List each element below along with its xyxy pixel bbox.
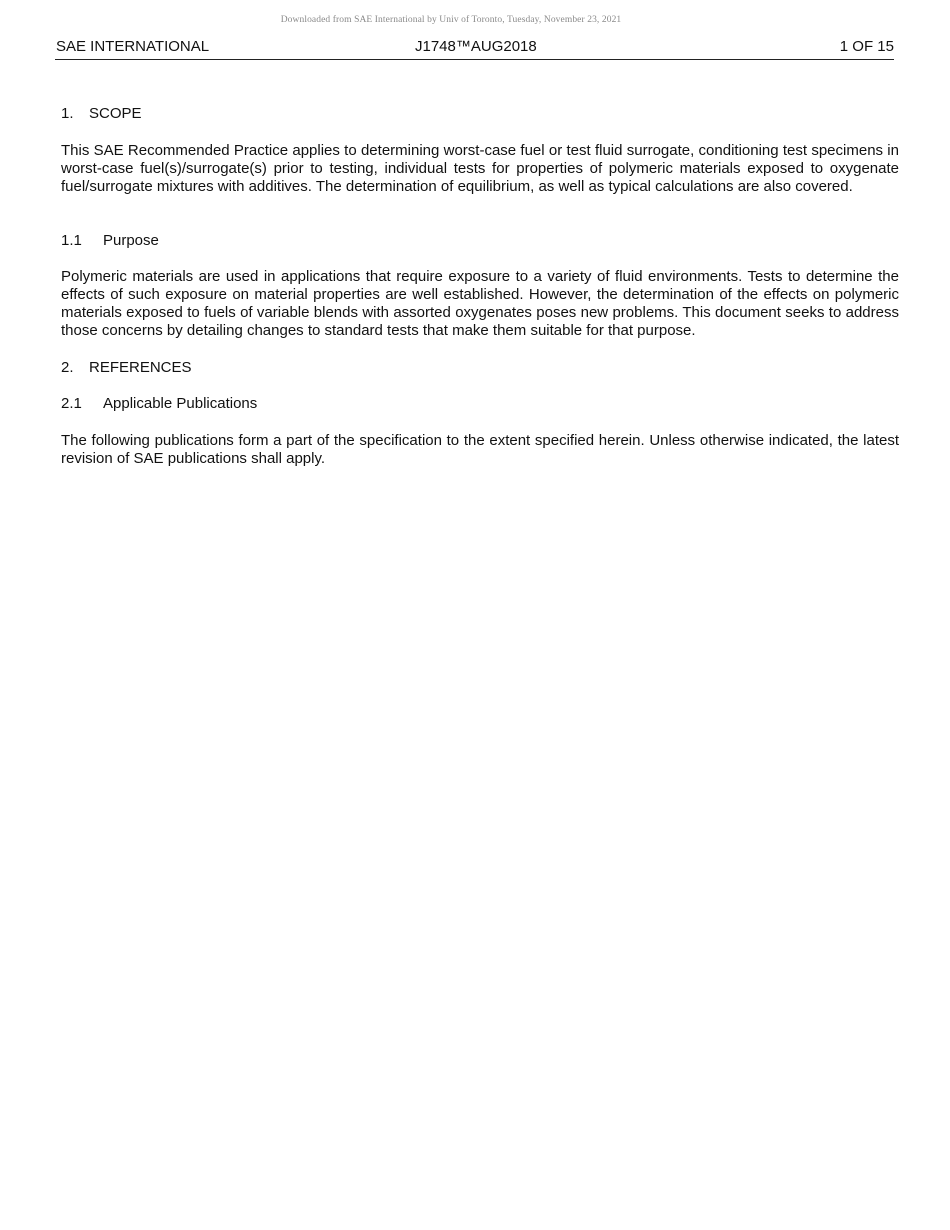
- section-heading-references: [61, 359, 192, 377]
- section-number: 1.1: [61, 232, 82, 249]
- header-document-id: J1748™AUG2018: [415, 38, 537, 55]
- section-title: SCOPE: [89, 105, 142, 122]
- section-heading-scope: [61, 105, 142, 123]
- download-watermark: Downloaded from SAE International by Univ of Toronto, Tuesday, November 23, 2021: [280, 15, 622, 25]
- scope-paragraph: This SAE Recommended Practice applies to determining worst-case fuel or test fluid surrogate, conditioning test specimens in worst-case fuel(s)/surrogate(s) prior to testing, individual tests for properties of polymeric materials exposed to oxygenate fuel/surrogate mixtures with additives. The determination of equilibrium, as well as typical calculations are also covered.: [61, 142, 899, 195]
- section-heading-purpose: [61, 232, 159, 250]
- section-number: 1.: [61, 105, 74, 122]
- section-title: Purpose: [103, 232, 159, 249]
- purpose-paragraph: Polymeric materials are used in applications that require exposure to a variety of fluid environments. Tests to determine the effects of such exposure on material properties are well established. However, the determination of the effects on polymeric materials exposed to fuels of variable blends with assorted oxygenates poses new problems. This document seeks to address those concerns by detailing changes to standard tests that make them suitable for that purpose.: [61, 268, 899, 339]
- page-header: [55, 37, 894, 60]
- section-title: Applicable Publications: [103, 395, 258, 412]
- header-organization: SAE INTERNATIONAL: [56, 38, 210, 55]
- section-number: 2.1: [61, 395, 82, 412]
- section-number: 2.: [61, 359, 74, 376]
- section-heading-applicable-publications: [61, 395, 257, 413]
- applicable-publications-paragraph: The following publications form a part of the specification to the extent specified herein. Unless otherwise indicated, the latest revision of SAE publications shall apply.: [61, 432, 899, 467]
- section-title: REFERENCES: [89, 359, 192, 376]
- header-page-number: 1 OF 15: [839, 38, 894, 55]
